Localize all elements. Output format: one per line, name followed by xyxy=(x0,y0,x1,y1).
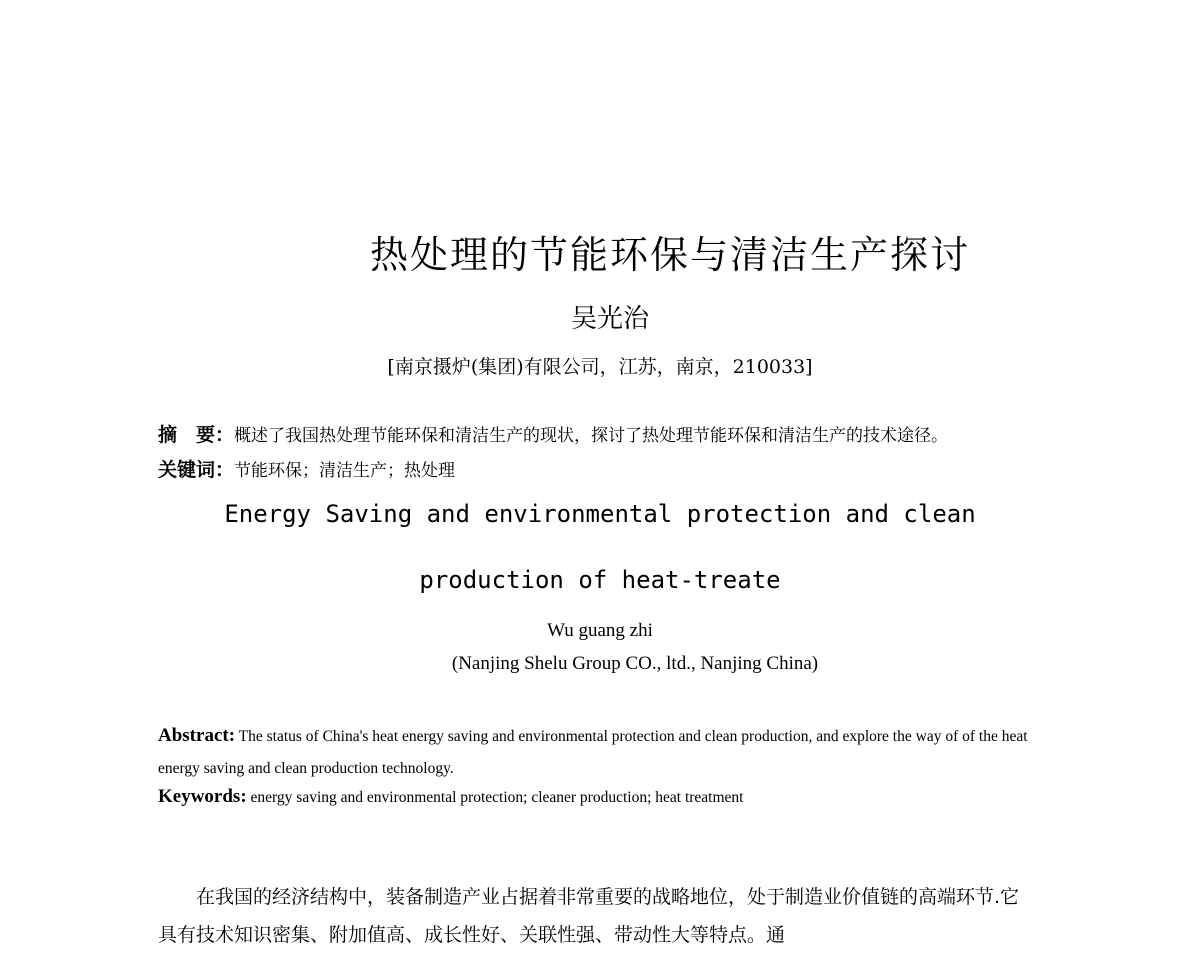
body-paragraph: 在我国的经济结构中，装备制造产业占据着非常重要的战略地位，处于制造业价值链的高端环节.它具有技术知识密集、附加值高、成长性好、关联性强、带动性大等特点。通 xyxy=(158,886,1020,946)
english-abstract-text: The status of China's heat energy saving and environmental protection and clean production, and explore the way of of the heat energy saving and clean production technology. xyxy=(158,728,1028,777)
chinese-abstract-text: 概述了我国热处理节能环保和清洁生产的现状，探讨了热处理节能环保和清洁生产的技术途径。 xyxy=(234,426,949,446)
chinese-abstract-label: 摘 要： xyxy=(158,424,235,446)
chinese-abstract xyxy=(158,420,948,447)
chinese-affiliation: [南京摄炉(集团)有限公司，江苏，南京，210033] xyxy=(387,356,813,378)
chinese-keywords-label: 关键词： xyxy=(158,459,235,481)
chinese-title: 热处理的节能环保与清洁生产探讨 xyxy=(369,233,970,277)
english-keywords-label: Keywords: xyxy=(158,786,247,807)
chinese-author: 吴光治 xyxy=(570,304,649,334)
english-keywords xyxy=(158,786,743,808)
chinese-keywords-text: 节能环保；清洁生产；热处理 xyxy=(234,461,456,481)
english-title-line-2: production of heat-treate xyxy=(419,566,781,594)
english-affiliation: (Nanjing Shelu Group CO., ltd., Nanjing China) xyxy=(451,653,819,674)
english-author: Wu guang zhi xyxy=(547,620,653,641)
english-keywords-text: energy saving and environmental protection; cleaner production; heat treatment xyxy=(250,789,744,806)
english-title-line-1: Energy Saving and environmental protection and clean xyxy=(224,500,976,528)
english-abstract-label: Abstract: xyxy=(158,725,236,746)
english-abstract xyxy=(158,720,1028,785)
chinese-keywords xyxy=(158,455,455,482)
